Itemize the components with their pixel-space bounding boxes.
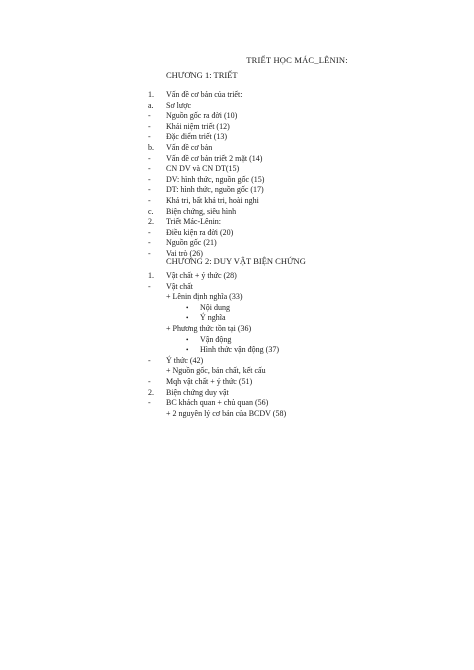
outline-item-text: Biện chứng duy vật [166, 387, 229, 397]
list-marker: - [148, 121, 151, 131]
document-title: TRIẾT HỌC MÁC_LÊNIN: [246, 55, 348, 65]
list-marker: - [148, 281, 151, 291]
outline-item-text: Sơ lược [166, 100, 192, 110]
outline-item-text: Nguồn gốc ra đời (10) [166, 111, 238, 121]
outline-item-text: Vấn đề cơ bản triết 2 mặt (14) [166, 153, 263, 163]
bullet-marker: • [186, 346, 189, 355]
outline-item-text: Vật chất [166, 281, 193, 291]
outline-item-text: Vật chất + ý thức (28) [166, 271, 237, 280]
bullet-marker: • [186, 335, 189, 344]
outline-item-text: Khả tri, bất khả tri, hoài nghi [166, 196, 259, 205]
list-marker: - [148, 185, 151, 195]
outline-item-text: Vấn đề cơ bản [166, 143, 213, 152]
list-marker: - [148, 132, 151, 142]
list-marker: - [148, 174, 151, 184]
chapter-1-heading: CHƯƠNG 1: TRIẾT [166, 70, 238, 80]
list-marker: - [148, 377, 151, 386]
outline-item-text: Nguồn gốc (21) [166, 238, 217, 248]
list-marker: - [148, 249, 151, 258]
list-marker: a. [148, 100, 154, 110]
list-marker: b. [148, 143, 154, 152]
outline-item-text: Điều kiện ra đời (20) [166, 227, 234, 237]
list-marker: - [148, 153, 151, 163]
outline-item-text: + 2 nguyên lý cơ bản của BCDV (58) [166, 408, 287, 418]
outline-item-text: DT: hình thức, nguồn gốc (17) [166, 185, 264, 195]
list-marker: 2. [148, 217, 154, 227]
outline-item-text: Vận động [200, 334, 232, 344]
outline-item-text: Nội dung [200, 302, 230, 312]
list-marker: 1. [148, 271, 154, 280]
outline-item-text: Ý nghĩa [200, 313, 226, 323]
list-marker: - [148, 227, 151, 237]
outline-item-text: Vai trò (26) [166, 249, 203, 258]
list-marker: 1. [148, 90, 154, 99]
list-marker: - [148, 164, 151, 174]
outline-item-text: Vấn đề cơ bản của triết: [166, 90, 243, 99]
outline-item-text: Đặc điểm triết (13) [166, 132, 228, 142]
outline-item-text: Khái niệm triết (12) [166, 121, 230, 131]
outline-item-text: Hình thức vận động (37) [200, 345, 279, 355]
outline-item-text: DV: hình thức, nguồn gốc (15) [166, 174, 265, 184]
list-marker: c. [148, 206, 154, 216]
outline-item-text: + Phương thức tồn tại (36) [166, 324, 252, 333]
outline-item-text: + Nguồn gốc, bản chất, kết cấu [166, 366, 266, 376]
outline-item-text: + Lênin định nghĩa (33) [166, 292, 243, 302]
outline-item-text: Biện chứng, siêu hình [166, 206, 237, 216]
list-marker: - [148, 111, 151, 121]
bullet-marker: • [186, 314, 189, 323]
outline-item-text: BC khách quan + chủ quan (56) [166, 398, 269, 408]
list-marker: - [148, 355, 151, 365]
list-marker: - [148, 398, 151, 408]
list-marker: - [148, 238, 151, 248]
list-marker: 2. [148, 387, 154, 397]
outline-item-text: CN DV và CN DT(15) [166, 164, 240, 174]
outline-item-text: Ý thức (42) [166, 355, 204, 365]
outline-item-text: Mqh vật chất + ý thức (51) [166, 377, 253, 386]
outline-item-text: Triết Mác-Lênin: [166, 217, 222, 227]
list-marker: - [148, 196, 151, 205]
bullet-marker: • [186, 303, 189, 312]
chapter-2-heading: CHƯƠNG 2: DUY VẬT BIỆN CHỨNG [166, 256, 306, 266]
